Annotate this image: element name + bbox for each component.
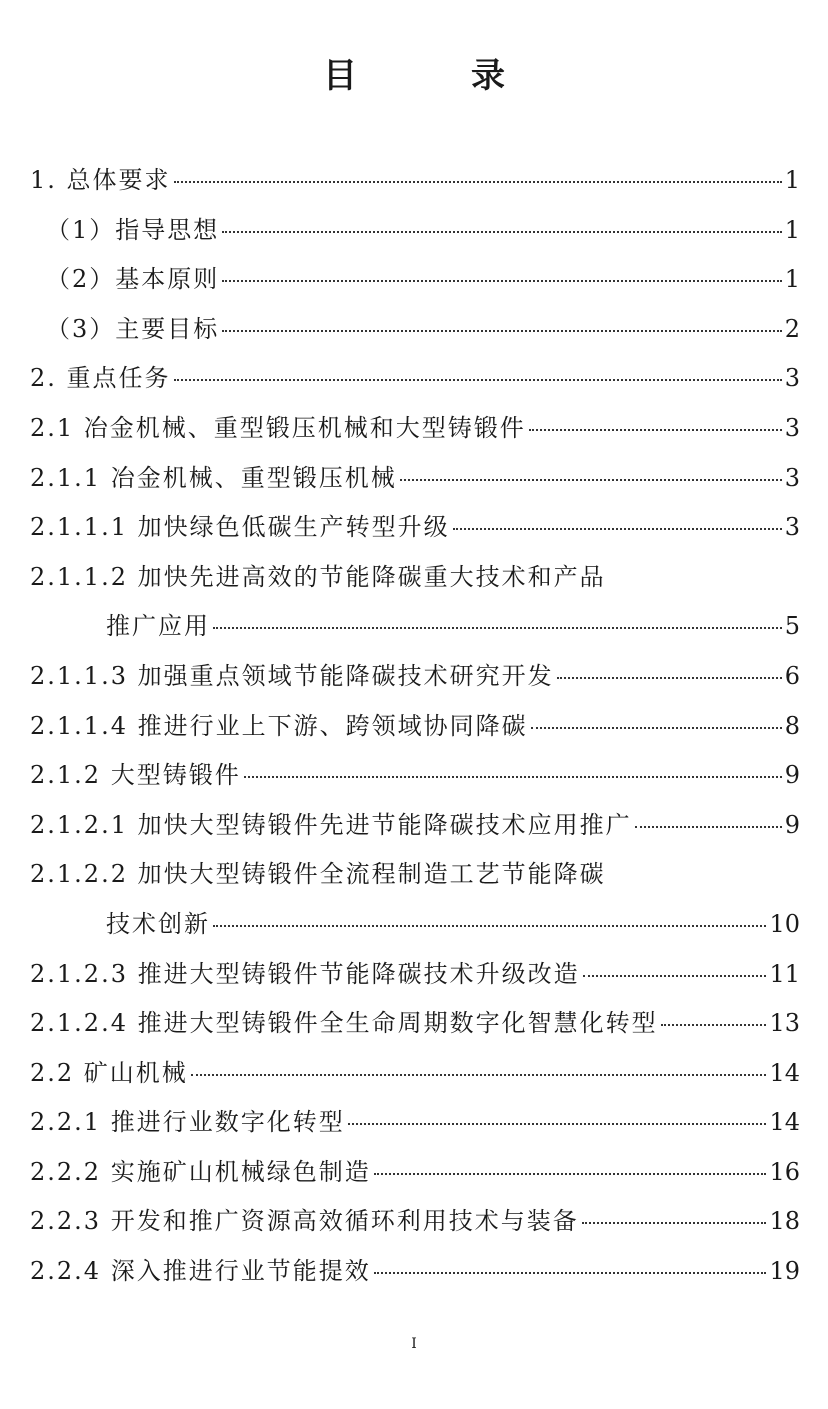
toc-entry[interactable] <box>30 1102 800 1152</box>
toc-page-number: 5 <box>784 612 800 641</box>
toc-entry[interactable] <box>30 259 800 309</box>
toc-entry-label: 2.1.2.2 加快大型铸锻件全流程制造工艺节能降碳 <box>30 860 606 889</box>
toc-page-number: 1 <box>784 166 800 194</box>
toc-entry[interactable] <box>30 1201 800 1251</box>
dot-leader <box>213 925 766 927</box>
dot-leader <box>174 181 782 183</box>
toc-entry[interactable] <box>30 1053 800 1103</box>
dot-leader <box>222 280 781 282</box>
toc-page-number: 3 <box>784 364 800 393</box>
toc-entry-label: 2.2.3 开发和推广资源高效循环利用技术与装备 <box>30 1207 579 1236</box>
toc-entry-label: 2.2.2 实施矿山机械绿色制造 <box>30 1157 371 1186</box>
table-of-contents <box>30 160 800 1301</box>
toc-entry[interactable] <box>30 706 800 756</box>
toc-entry-label: 2. 重点任务 <box>30 364 171 393</box>
toc-page-number: 6 <box>784 661 800 690</box>
dot-leader <box>531 727 782 729</box>
footer-page-number: I <box>411 1336 417 1352</box>
toc-entry[interactable] <box>30 805 800 855</box>
toc-entry-continuation[interactable] <box>30 606 800 656</box>
dot-leader <box>582 1222 767 1224</box>
toc-page-number: 8 <box>784 711 800 740</box>
toc-entry[interactable] <box>30 557 800 607</box>
toc-entry[interactable] <box>30 160 800 210</box>
toc-entry[interactable] <box>30 1251 800 1301</box>
dot-leader <box>635 826 782 828</box>
toc-entry[interactable] <box>30 507 800 557</box>
dot-leader <box>400 479 782 481</box>
toc-page-number: 2 <box>784 314 800 343</box>
dot-leader <box>213 627 782 629</box>
toc-page-number: 13 <box>769 1009 800 1038</box>
toc-entry[interactable] <box>30 458 800 508</box>
toc-page-number: 3 <box>784 413 800 442</box>
toc-page-number: 3 <box>784 513 800 542</box>
toc-entry-label: 2.1.2.3 推进大型铸锻件节能降碳技术升级改造 <box>30 959 580 988</box>
toc-page-number: 9 <box>784 761 800 790</box>
dot-leader <box>583 975 767 977</box>
toc-page-number: 1 <box>784 215 800 244</box>
dot-leader <box>191 1074 767 1076</box>
toc-page-number: 19 <box>769 1257 800 1286</box>
toc-entry-label: 2.1.1.2 加快先进高效的节能降碳重大技术和产品 <box>30 562 606 591</box>
toc-page-number: 14 <box>769 1108 800 1137</box>
toc-entry[interactable] <box>30 210 800 260</box>
toc-page-number: 10 <box>769 909 800 938</box>
dot-leader <box>557 677 782 679</box>
toc-entry-label: （3）主要目标 <box>46 314 220 343</box>
toc-entry-continuation[interactable] <box>30 904 800 954</box>
toc-entry[interactable] <box>30 755 800 805</box>
toc-entry-label: （2）基本原则 <box>46 265 220 294</box>
toc-entry-label: （1）指导思想 <box>46 215 220 244</box>
toc-entry[interactable] <box>30 358 800 408</box>
toc-page-number: 1 <box>784 265 800 294</box>
toc-entry-label: 技术创新 <box>106 909 210 938</box>
dot-leader <box>348 1123 767 1125</box>
toc-entry[interactable] <box>30 408 800 458</box>
toc-entry-label: 2.1.2.1 加快大型铸锻件先进节能降碳技术应用推广 <box>30 810 632 839</box>
page-title: 目 录 <box>323 56 545 96</box>
toc-entry[interactable] <box>30 656 800 706</box>
toc-entry-label: 2.1.1.4 推进行业上下游、跨领域协同降碳 <box>30 711 528 740</box>
toc-entry-label: 1. 总体要求 <box>30 166 171 194</box>
dot-leader <box>374 1272 767 1274</box>
toc-entry-label: 2.1.1 冶金机械、重型锻压机械 <box>30 463 397 492</box>
toc-entry[interactable] <box>30 1152 800 1202</box>
dot-leader <box>222 330 781 332</box>
dot-leader <box>244 776 782 778</box>
toc-page-number: 16 <box>769 1157 800 1186</box>
dot-leader <box>374 1173 767 1175</box>
toc-entry[interactable] <box>30 854 800 904</box>
toc-page-number: 14 <box>769 1058 800 1087</box>
toc-entry-label: 2.1.2.4 推进大型铸锻件全生命周期数字化智慧化转型 <box>30 1009 658 1038</box>
toc-entry-label: 2.1.1.3 加强重点领域节能降碳技术研究开发 <box>30 661 554 690</box>
dot-leader <box>453 528 782 530</box>
toc-page-number: 11 <box>769 959 800 988</box>
dot-leader <box>661 1024 767 1026</box>
toc-entry-label: 2.1.1.1 加快绿色低碳生产转型升级 <box>30 513 450 542</box>
dot-leader <box>529 429 782 431</box>
toc-entry-label: 2.1.2 大型铸锻件 <box>30 761 241 790</box>
toc-entry-label: 2.2 矿山机械 <box>30 1058 188 1087</box>
dot-leader <box>222 231 781 233</box>
toc-page-number: 18 <box>769 1207 800 1236</box>
toc-entry-label: 推广应用 <box>106 612 210 641</box>
toc-entry[interactable] <box>30 954 800 1004</box>
dot-leader <box>174 379 782 381</box>
toc-entry[interactable] <box>30 1003 800 1053</box>
toc-entry-label: 2.2.4 深入推进行业节能提效 <box>30 1257 371 1286</box>
toc-entry[interactable] <box>30 309 800 359</box>
toc-page-number: 3 <box>784 463 800 492</box>
toc-entry-label: 2.2.1 推进行业数字化转型 <box>30 1108 345 1137</box>
toc-page-number: 9 <box>784 810 800 839</box>
toc-entry-label: 2.1 冶金机械、重型锻压机械和大型铸锻件 <box>30 413 526 442</box>
